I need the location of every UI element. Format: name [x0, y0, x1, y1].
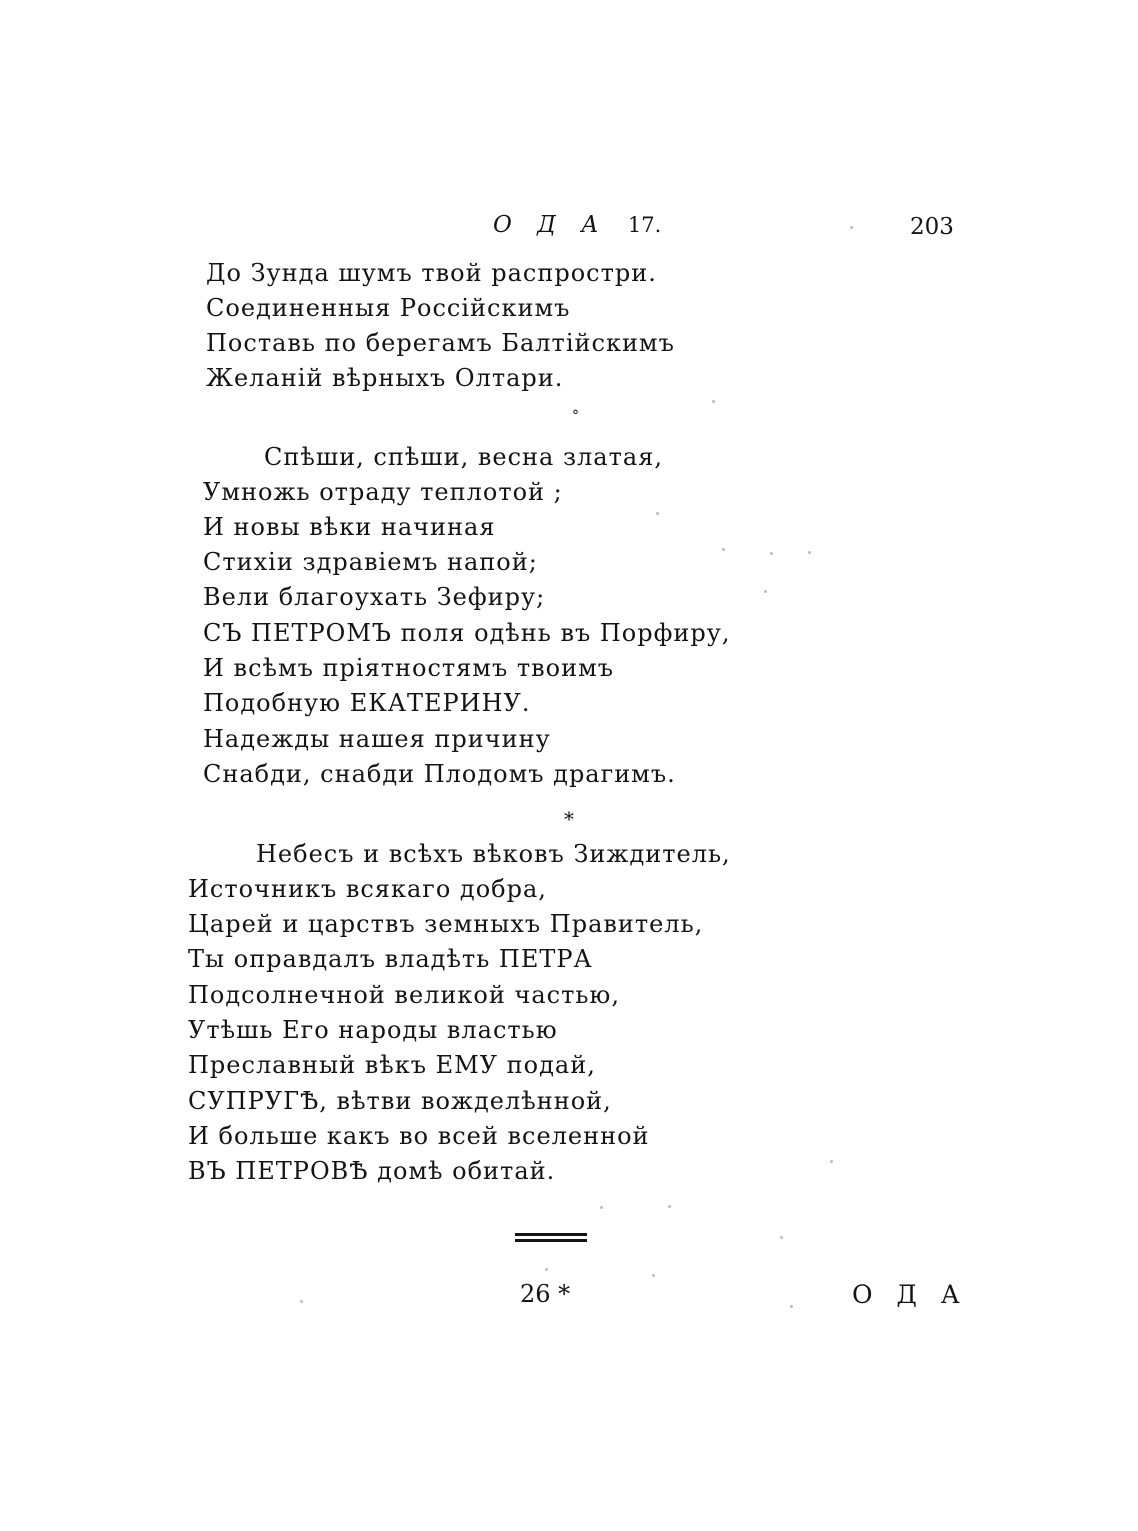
paper-speck	[600, 1206, 603, 1209]
verse-line: СЪ ПЕТРОМЪ поля одѣнь въ Порфиру,	[203, 619, 731, 647]
verse-line: Желаній вѣрныхъ Олтари.	[206, 364, 564, 392]
paper-speck	[668, 1205, 671, 1208]
verse-line: Подсолнечной великой частью,	[188, 981, 620, 1009]
paper-speck	[652, 1274, 655, 1277]
verse-line: До Зунда шумъ твой распростри.	[206, 259, 657, 287]
verse-line: И всѣмъ пріятностямъ твоимъ	[203, 654, 615, 682]
stanza-divider-mark: *	[564, 807, 574, 831]
paper-speck	[764, 590, 767, 593]
verse-line: Соединенныя Россійскимъ	[206, 294, 571, 322]
paper-speck	[722, 548, 725, 551]
verse-line: Подобную ЕКАТЕРИНУ.	[203, 689, 531, 717]
verse-line: СУПРУГѢ, вѣтви вожделѣнной,	[188, 1087, 612, 1115]
verse-line: ВЪ ПЕТРОВѢ домѣ обитай.	[188, 1157, 556, 1185]
verse-line: Утѣшь Его народы властью	[188, 1016, 558, 1044]
verse-line: Ты оправдалъ владѣть ПЕТРА	[188, 945, 593, 973]
ode-number: 17.	[627, 213, 662, 237]
verse-line: Источникъ всякаго добра,	[188, 875, 547, 903]
verse-line: И больше какъ во всей вселенной	[188, 1122, 650, 1150]
verse-line: Надежды нашея причину	[203, 725, 551, 753]
running-head	[493, 212, 661, 238]
verse-line: Спѣши, спѣши, весна златая,	[264, 443, 663, 471]
paper-speck	[545, 1268, 548, 1271]
verse-line: Вели благоухать Зефиру;	[203, 583, 546, 611]
printer-signature: 26 *	[520, 1280, 571, 1308]
verse-line: Снабди, снабди Плодомъ драгимъ.	[203, 760, 676, 788]
verse-line: Преславный вѣкъ ЕМУ подай,	[188, 1051, 596, 1079]
paper-speck	[656, 512, 659, 515]
end-rule	[515, 1233, 587, 1242]
paper-speck	[780, 1236, 783, 1239]
page-number: 203	[910, 214, 954, 240]
verse-line: Небесъ и всѣхъ вѣковъ Зиждитель,	[256, 840, 731, 868]
verse-line: Умножь отраду теплотой ;	[203, 478, 563, 506]
paper-speck	[790, 1305, 793, 1308]
paper-speck	[830, 1160, 833, 1163]
paper-speck	[300, 1300, 303, 1303]
running-head-title: О Д А	[493, 212, 608, 238]
paper-speck	[712, 400, 715, 403]
paper-speck	[808, 551, 811, 554]
catchword: О Д А	[852, 1280, 968, 1309]
verse-line: Стихіи здравіемъ напой;	[203, 548, 538, 576]
paper-speck	[770, 552, 773, 555]
verse-line: Царей и царствъ земныхъ Правитель,	[188, 910, 704, 938]
verse-line: И новы вѣки начиная	[203, 513, 496, 541]
stanza-divider-mark: °	[572, 408, 579, 424]
verse-line: Поставь по берегамъ Балтійскимъ	[206, 329, 675, 357]
paper-speck	[850, 226, 853, 229]
